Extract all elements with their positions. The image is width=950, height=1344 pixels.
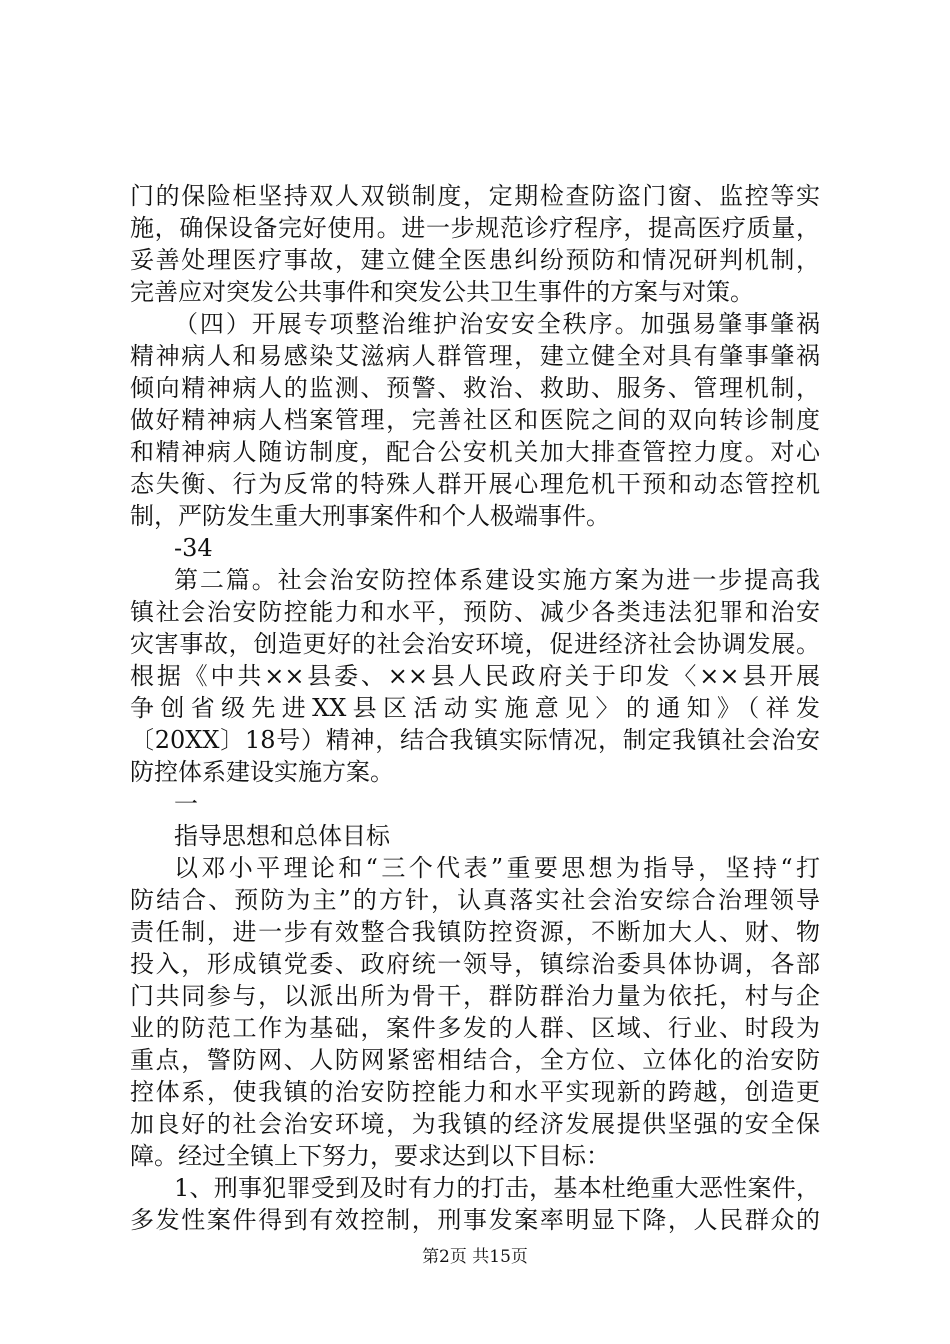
page-marker: -34 bbox=[174, 534, 213, 562]
paragraph-line: 制，严防发生重大刑事案件和个人极端事件。 bbox=[130, 502, 610, 530]
paragraph-line: 以邓小平理论和“三个代表”重要思想为指导，坚持“打 bbox=[174, 854, 820, 882]
paragraph-line: 做好精神病人档案管理，完善社区和医院之间的双向转诊制度 bbox=[130, 406, 820, 434]
paragraph-line: 根据《中共××县委、××县人民政府关于印发〈××县开展 bbox=[130, 662, 820, 690]
paragraph-line: 加良好的社会治安环境，为我镇的经济发展提供坚强的安全保 bbox=[130, 1110, 820, 1138]
paragraph-line: （四）开展专项整治维护治安安全秩序。加强易肇事肇祸 bbox=[174, 310, 820, 338]
paragraph-line: 镇社会治安防控能力和水平，预防、减少各类违法犯罪和治安 bbox=[130, 598, 820, 626]
paragraph-line: 控体系，使我镇的治安防控能力和水平实现新的跨越，创造更 bbox=[130, 1078, 820, 1106]
paragraph-line: 精神病人和易感染艾滋病人群管理，建立健全对具有肇事肇祸 bbox=[130, 342, 820, 370]
paragraph-line: 和精神病人随访制度，配合公安机关加大排查管控力度。对心 bbox=[130, 438, 820, 466]
paragraph-line: 态失衡、行为反常的特殊人群开展心理危机干预和动态管控机 bbox=[130, 470, 820, 498]
paragraph-line: 施，确保设备完好使用。进一步规范诊疗程序，提高医疗质量， bbox=[130, 214, 820, 242]
paragraph-line: 业的防范工作为基础，案件多发的人群、区域、行业、时段为 bbox=[130, 1014, 820, 1042]
paragraph-line: 完善应对突发公共事件和突发公共卫生事件的方案与对策。 bbox=[130, 278, 754, 306]
paragraph-line: 灾害事故，创造更好的社会治安环境，促进经济社会协调发展。 bbox=[130, 630, 820, 658]
paragraph-line: 防结合、预防为主”的方针，认真落实社会治安综合治理领导 bbox=[130, 886, 820, 914]
paragraph-line: 多发性案件得到有效控制，刑事发案率明显下降，人民群众的 bbox=[130, 1206, 820, 1234]
paragraph-line: 门的保险柜坚持双人双锁制度，定期检查防盗门窗、监控等实 bbox=[130, 182, 820, 210]
paragraph-line: 门共同参与，以派出所为骨干，群防群治力量为依托，村与企 bbox=[130, 982, 820, 1010]
paragraph-line: 第二篇。社会治安防控体系建设实施方案为进一步提高我 bbox=[174, 566, 820, 594]
paragraph-line: 1、刑事犯罪受到及时有力的打击，基本杜绝重大恶性案件， bbox=[174, 1174, 820, 1202]
paragraph-line: 争创省级先进XX县区活动实施意见〉的通知》（祥发 bbox=[130, 694, 820, 722]
paragraph-line: 障。经过全镇上下努力，要求达到以下目标： bbox=[130, 1142, 610, 1170]
section-heading: 指导思想和总体目标 bbox=[174, 822, 390, 850]
paragraph-line: 〔20XX〕18号）精神，结合我镇实际情况，制定我镇社会治安 bbox=[130, 726, 820, 754]
page-number-footer: 第2页 共15页 bbox=[422, 1247, 528, 1267]
paragraph-line: 倾向精神病人的监测、预警、救治、救助、服务、管理机制， bbox=[130, 374, 820, 402]
section-number: 一 bbox=[174, 790, 198, 818]
paragraph-line: 妥善处理医疗事故，建立健全医患纠纷预防和情况研判机制， bbox=[130, 246, 820, 274]
paragraph-line: 投入，形成镇党委、政府统一领导，镇综治委具体协调，各部 bbox=[130, 950, 820, 978]
paragraph-line: 责任制，进一步有效整合我镇防控资源，不断加大人、财、物 bbox=[130, 918, 820, 946]
paragraph-line: 防控体系建设实施方案。 bbox=[130, 758, 394, 786]
paragraph-line: 重点，警防网、人防网紧密相结合，全方位、立体化的治安防 bbox=[130, 1046, 820, 1074]
